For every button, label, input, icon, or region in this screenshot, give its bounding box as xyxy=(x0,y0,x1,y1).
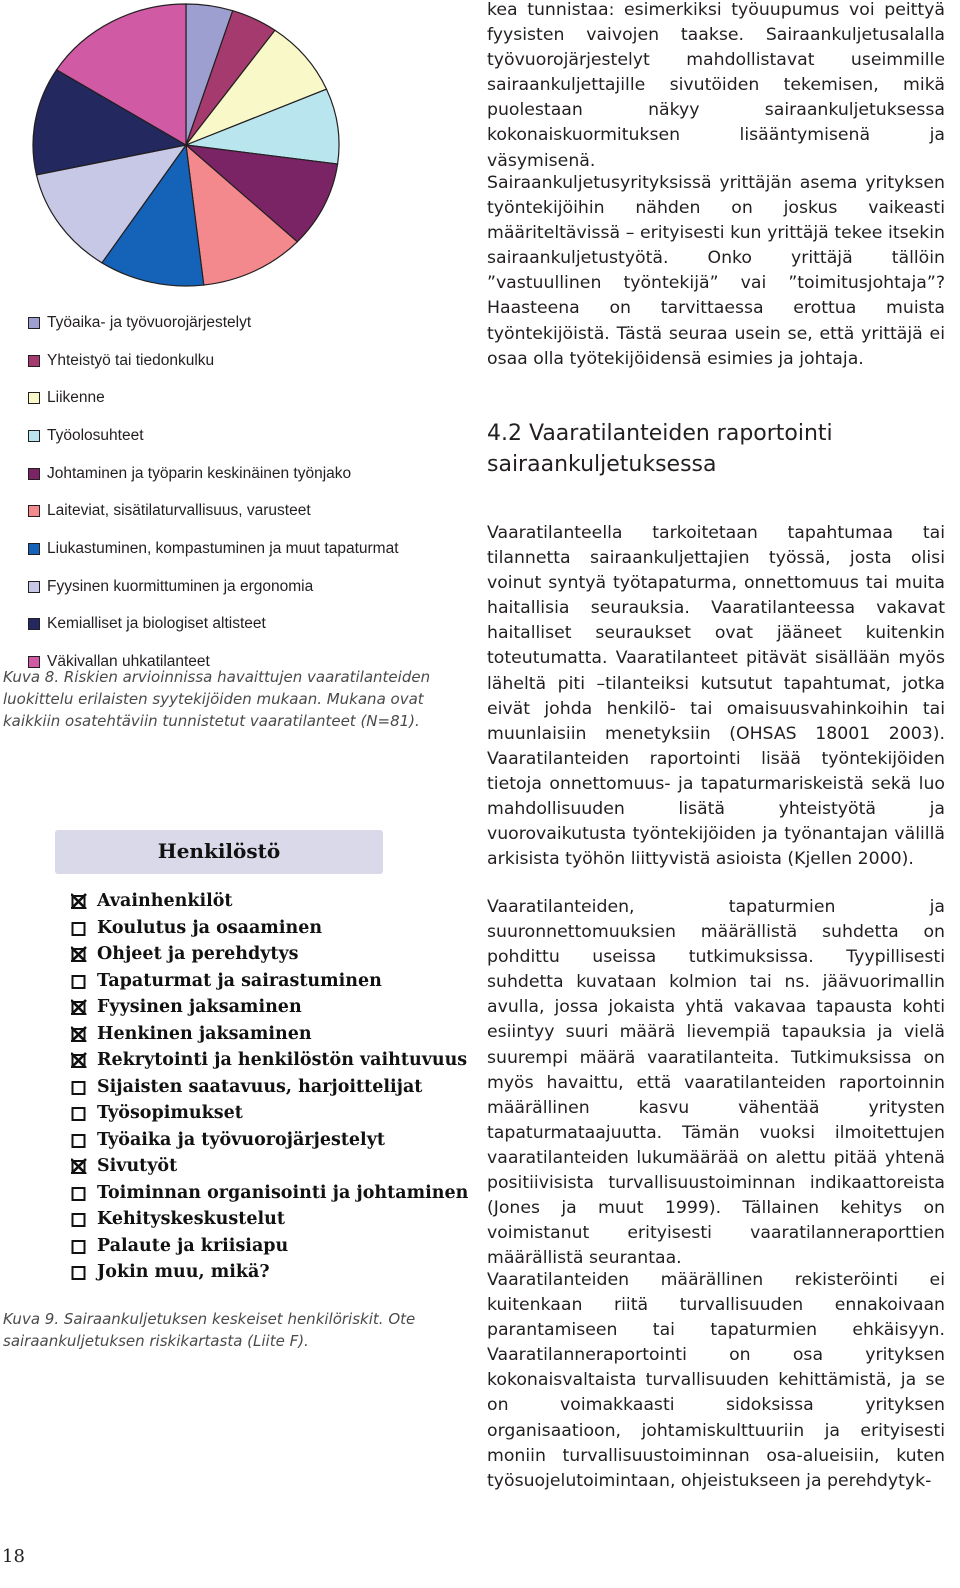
legend-swatch xyxy=(28,355,40,367)
body-paragraph: Vaaratilanteiden, tapaturmien ja suuronnettomuuksien määrällistä suhdetta on pohdittu useissa tutkimuksissa. Tyypillisesti suhdetta kuvataan kolmion tai ns. jäävuorimallin avulla, jossa jokaista yhtä vakavaa tapausta kohti esiintyy suuri määrä lievempiä tapauksia ja vielä suurempi määrä vaaratilanteita. Tutkimuksissa on myös havaittu, että vaaratilanteiden raportoinnin määrällinen kasvu vähentää yritysten tapaturmataajuutta. Tämän vuoksi ilmoitettujen vaaratilanteiden lukumäärää on alettu pitää yhtenä positiivisista turvallisuustoiminnan indikaattoreista (Jones ja muut 1999). Tällainen kehitys on voimistanut erityisesti vaaratilanneraporttien määrällistä seurantaa. xyxy=(487,897,945,1269)
risk-item xyxy=(71,1180,468,1207)
risk-item xyxy=(71,994,468,1021)
legend-label: Väkivallan uhkatilanteet xyxy=(47,653,210,671)
body-paragraph: Vaaratilanteiden määrällinen rekisteröinti ei kuitenkaan riitä turvallisuuden ennakoivaan parantamiseen tai tapaturmien ehkäisyyn. Vaaratilanneraportointi on osa yrityksen kokonaisvaltaista turvallisuuden kehittämistä, ja se on voimakkaasti sidoksissa yrityksen organisaatioon, johtamiskulttuuriin ja erityisesti moniin turvallisuustoiminnan osa-alueisiin, kuten työsuojelutoimintaan, ohjeistukseen ja perehdytyk- xyxy=(487,1270,945,1491)
checked-box-icon xyxy=(71,1052,87,1068)
checkbox-icon xyxy=(71,1079,87,1095)
risk-item xyxy=(71,1047,468,1074)
risk-item-label: Sijaisten saatavuus, harjoittelijat xyxy=(97,1076,423,1097)
legend-label: Työaika- ja työvuorojärjestelyt xyxy=(47,313,252,331)
legend-swatch xyxy=(28,317,40,329)
risk-item-label: Palaute ja kriisiapu xyxy=(97,1235,289,1256)
figure-8-caption: Kuva 8. Riskien arvioinnissa havaittujen vaaratilanteiden luokittelu erilaisten syytekijöiden mukaan. Mukana ovat kaikkiin osatehtäviin tunnistetut vaaratilanteet (N=81). xyxy=(3,668,431,730)
legend-swatch xyxy=(28,505,40,517)
risk-item xyxy=(71,941,468,968)
risk-item xyxy=(71,1206,468,1233)
risk-item-label: Koulutus ja osaaminen xyxy=(97,917,323,938)
legend-item xyxy=(28,530,468,568)
legend-swatch xyxy=(28,430,40,442)
checked-box-icon xyxy=(71,999,87,1015)
legend-label: Liukastuminen, kompastuminen ja muut tapaturmat xyxy=(47,539,399,557)
legend-item xyxy=(28,568,468,606)
risk-item xyxy=(71,1100,468,1127)
checked-box-icon xyxy=(71,893,87,909)
risk-card-title: Henkilöstö xyxy=(55,830,383,874)
risk-item xyxy=(71,968,468,995)
checkbox-icon xyxy=(71,1185,87,1201)
legend-label: Liikenne xyxy=(47,389,105,407)
risk-item xyxy=(71,1021,468,1048)
checkbox-icon xyxy=(71,1105,87,1121)
risk-item xyxy=(71,1153,468,1180)
risk-item xyxy=(71,1074,468,1101)
legend-label: Kemialliset ja biologiset altisteet xyxy=(47,615,266,633)
risk-item-label: Kehityskeskustelut xyxy=(97,1209,285,1230)
legend-item xyxy=(28,492,468,530)
risk-item-label: Henkinen jaksaminen xyxy=(97,1023,312,1044)
pie-legend xyxy=(28,304,468,681)
checkbox-icon xyxy=(71,1264,87,1280)
figure-9-caption: Kuva 9. Sairaankuljetuksen keskeiset henkilöriskit. Ote sairaankuljetuksen riskikartasta (Liite F). xyxy=(3,1310,416,1350)
risk-item-label: Työsopimukset xyxy=(97,1103,243,1124)
legend-swatch xyxy=(28,618,40,630)
legend-label: Yhteistyö tai tiedonkulku xyxy=(47,351,215,369)
body-paragraph: kea tunnistaa: esimerkiksi työuupumus voi peittyä fyysisten vaivojen taakse. Sairaankuljetusalalla työvuorojärjestelyt mahdollistavat useimmille sairaankuljettajille sivutöiden tekemisen, mikä puolestaan näkyy sairaankuljetuksessa kokonaiskuormituksen lisääntymisenä ja väsymisenä. xyxy=(487,0,945,171)
legend-item xyxy=(28,606,468,644)
risk-item-label: Fyysinen jaksaminen xyxy=(97,997,302,1018)
risk-item-label: Ohjeet ja perehdytys xyxy=(97,944,299,965)
section-heading: 4.2 Vaaratilanteiden raportointi sairaankuljetuksessa xyxy=(487,421,833,477)
checkbox-icon xyxy=(71,1211,87,1227)
risk-item-label: Avainhenkilöt xyxy=(97,891,233,912)
legend-item xyxy=(28,417,468,455)
legend-item xyxy=(28,379,468,417)
risk-card xyxy=(3,826,469,1292)
risk-item-label: Rekrytointi ja henkilöstön vaihtuvuus xyxy=(97,1050,468,1071)
body-paragraph: Vaaratilanteella tarkoitetaan tapahtumaa tai tilannetta sairaankuljettajien työssä, josta olisi voinut syntyä työtapaturma, onnettomuus tai muita haitallisia seurauksia. Vaaratilanteessa vakavat haitalliset seuraukset ovat jääneet kuitenkin toteutumatta. Vaaratilanteet pitävät sisällään myös läheltä piti –tilanteiksi kutsutut tapahtumat, jotka eivät johda henkilö- tai omaisuusvahinkoihin tai muunlaisiin menetyksiin (OHSAS 18001 2003). Vaaratilanteiden raportointi lisää työntekijöiden tietoja onnettomuus- ja tapaturmariskeistä sekä luo mahdollisuuden lisätä yhteistyötä ja vuorovaikutusta työntekijöiden ja työnantajan välillä arkisista työhön liittyvistä asioista (Kjellen 2000). xyxy=(487,523,945,870)
legend-label: Laiteviat, sisätilaturvallisuus, varusteet xyxy=(47,502,311,520)
risk-item-label: Jokin muu, mikä? xyxy=(97,1262,270,1283)
checkbox-icon xyxy=(71,1238,87,1254)
pie-chart xyxy=(30,0,342,290)
legend-swatch xyxy=(28,543,40,555)
page-number: 18 xyxy=(2,1546,25,1567)
checkbox-icon xyxy=(71,973,87,989)
legend-item xyxy=(28,342,468,380)
checkbox-icon xyxy=(71,920,87,936)
risk-item xyxy=(71,915,468,942)
checked-box-icon xyxy=(71,1158,87,1174)
risk-item xyxy=(71,888,468,915)
legend-label: Fyysinen kuormittuminen ja ergonomia xyxy=(47,577,314,595)
body-paragraph: Sairaankuljetusyrityksissä yrittäjän asema yrityksen työntekijöihin nähden on joskus vaikeasti määriteltävissä – erityisesti kun yrittäjä tekee itsekin sairaankuljetustyötä. Onko yrittäjä tällöin ”vastuullinen työntekijä” vai ”toimitusjohtaja”? Haasteena on tarvittaessa erottua muista työntekijöistä. Tästä seuraa usein se, että yrittäjä ei osaa olla työtekijöidensä esimies ja johtaja. xyxy=(487,173,945,369)
legend-item xyxy=(28,304,468,342)
risk-item-label: Sivutyöt xyxy=(97,1156,178,1177)
risk-item xyxy=(71,1233,468,1260)
risk-checklist xyxy=(71,888,468,1286)
risk-item-label: Tapaturmat ja sairastuminen xyxy=(97,970,382,991)
risk-item-label: Toiminnan organisointi ja johtaminen xyxy=(97,1182,469,1203)
legend-label: Työolosuhteet xyxy=(47,426,144,444)
risk-item xyxy=(71,1127,468,1154)
legend-item xyxy=(28,455,468,493)
legend-swatch xyxy=(28,468,40,480)
legend-label: Johtaminen ja työparin keskinäinen työnjako xyxy=(47,464,352,482)
risk-item xyxy=(71,1259,468,1286)
risk-item-label: Työaika ja työvuorojärjestelyt xyxy=(97,1129,385,1150)
legend-swatch xyxy=(28,581,40,593)
legend-swatch xyxy=(28,392,40,404)
checked-box-icon xyxy=(71,946,87,962)
checkbox-icon xyxy=(71,1132,87,1148)
checked-box-icon xyxy=(71,1026,87,1042)
